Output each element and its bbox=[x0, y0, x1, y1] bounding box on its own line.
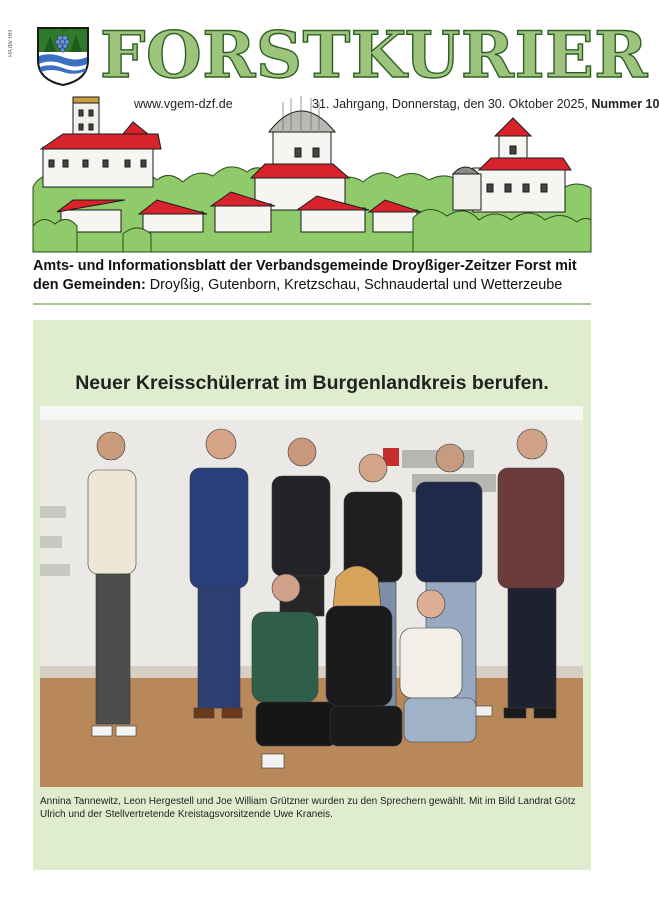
municipal-crest-icon bbox=[36, 26, 90, 86]
article-panel bbox=[33, 320, 591, 870]
postal-mark: PA dlv HH bbox=[8, 30, 14, 57]
group-photo bbox=[40, 406, 583, 787]
subtitle-towns: Droyßig, Gutenborn, Kretzschau, Schnaudertal und Wetterzeube bbox=[149, 277, 563, 293]
issue-date: 31. Jahrgang, Donnerstag, den 30. Oktober 2025, bbox=[312, 97, 588, 111]
article-headline: Neuer Kreisschülerrat im Burgenlandkreis berufen. bbox=[75, 372, 549, 394]
issue-number: Nummer 10 bbox=[591, 97, 659, 111]
publication-subtitle bbox=[33, 257, 595, 295]
header-divider bbox=[33, 303, 591, 305]
subtitle-lead: Amts- und Informationsblatt der Verbandsgemeinde Droyßiger-Zeitzer Forst mit den Gemeinden: bbox=[33, 258, 577, 293]
website-link[interactable]: www.vgem-dzf.de bbox=[134, 97, 233, 111]
photo-caption: Annina Tannewitz, Leon Hergestell und Joe William Grützner wurden zu den Sprechern gewählt. Mit im Bild Landrat Götz Ulrich und der Stellvertretende Kreistagsvorsitzende Uwe Kraneis. bbox=[40, 796, 576, 820]
masthead-title: FORSTKURIER bbox=[100, 18, 648, 93]
town-skyline-illustration bbox=[33, 92, 591, 252]
